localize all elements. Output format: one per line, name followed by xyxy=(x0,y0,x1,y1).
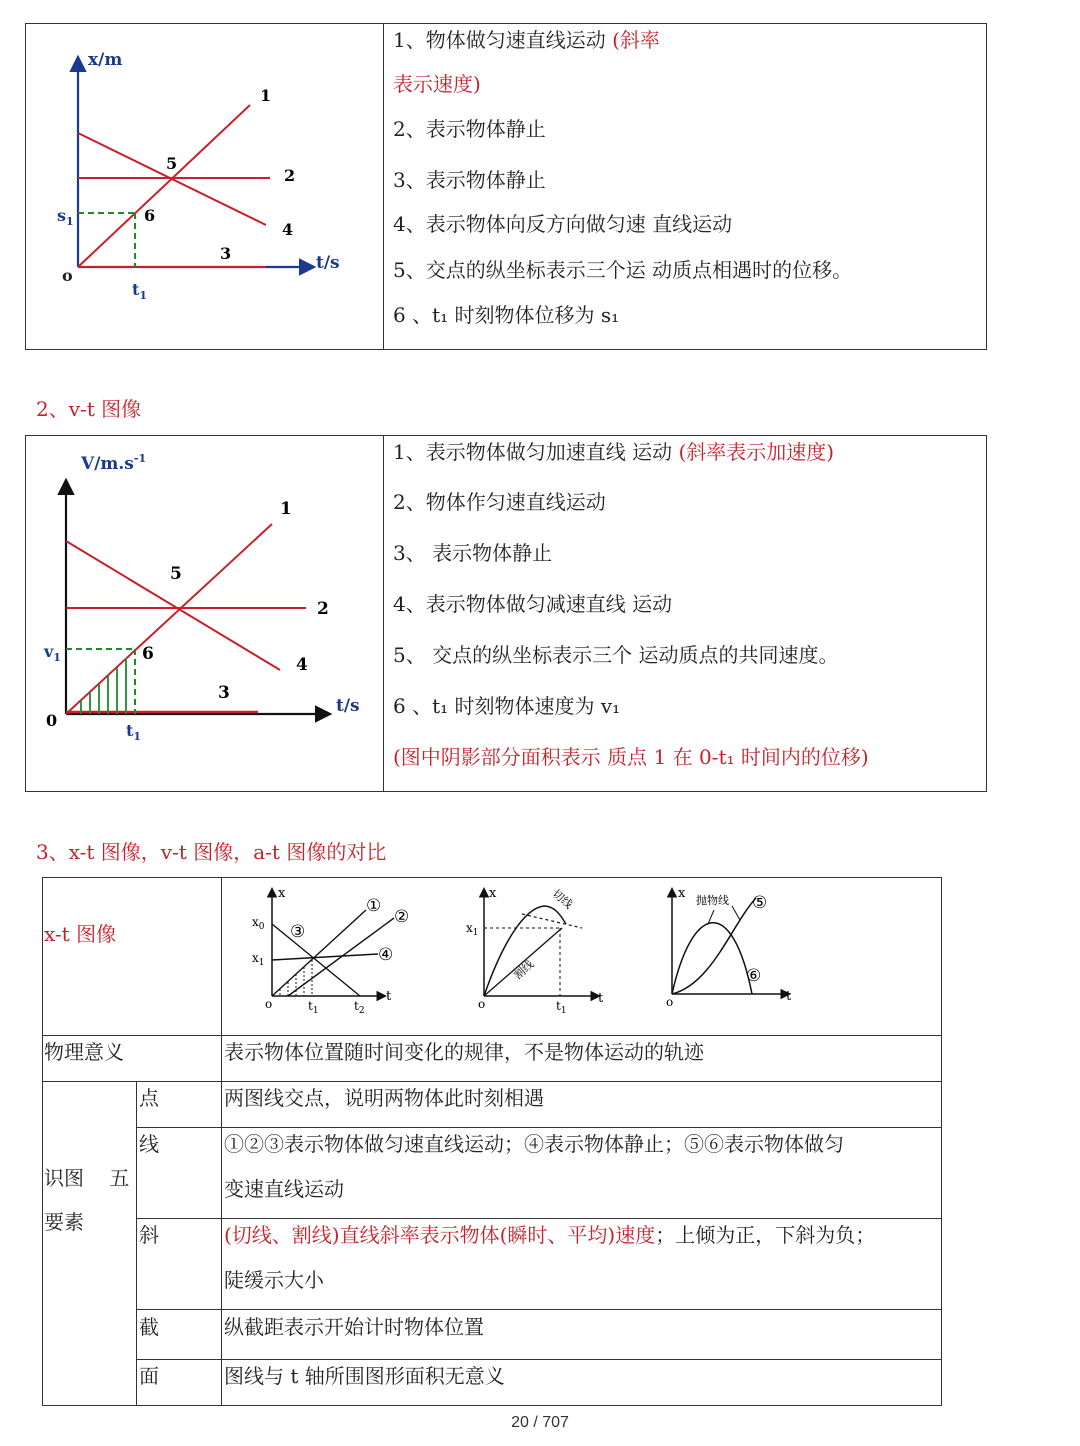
xt-label-3: 3 xyxy=(220,244,232,263)
xt-graph xyxy=(40,45,370,305)
svg-text:抛物线: 抛物线 xyxy=(696,894,729,907)
svg-text:o: o xyxy=(478,997,486,1011)
vt-label-2: 2 xyxy=(317,599,329,619)
xt-label-5: 5 xyxy=(166,154,178,173)
row-text-area: 图线与 t 轴所围图形面积无意义 xyxy=(224,1364,505,1388)
vt-box-divider xyxy=(383,435,384,792)
xt-label-6: 6 xyxy=(144,206,156,225)
fig1-line-3 xyxy=(272,924,360,996)
vt-label-5: 5 xyxy=(170,564,182,584)
row-text-intercept: 纵截距表示开始计时物体位置 xyxy=(224,1315,484,1339)
svg-text:t: t xyxy=(386,989,392,1004)
fig1-line-4 xyxy=(272,954,378,960)
xt-item-4: 4、表示物体向反方向做匀速 直线运动 xyxy=(393,212,733,236)
vt-y-label: $V/m.s^{-1}$ xyxy=(81,452,147,474)
vt-item-7: (图中阴影部分面积表示 质点 1 在 0-t₁ 时间内的位移) xyxy=(393,745,869,769)
svg-text:t1: $t_1$ xyxy=(308,999,319,1016)
vt-item-4: 4、表示物体做匀减速直线 运动 xyxy=(393,592,673,616)
row-text-point: 两图线交点，说明两物体此时刻相遇 xyxy=(224,1086,544,1110)
svg-text:割线: 割线 xyxy=(511,957,537,983)
xt-y-label: x/m xyxy=(88,50,123,70)
vt-item-2: 2、物体作匀速直线运动 xyxy=(393,490,606,514)
vt-label-1: 1 xyxy=(280,499,292,519)
svg-text:x: x xyxy=(278,886,286,901)
svg-text:x0: $x_0$ xyxy=(252,915,265,932)
row-key-line: 线 xyxy=(139,1132,159,1156)
compare-fig-3 xyxy=(652,884,812,1020)
svg-text:t: t xyxy=(786,989,792,1004)
vt-line-1 xyxy=(66,524,272,714)
xt-item-5: 5、交点的纵坐标表示三个运 动质点相遇时的位移。 xyxy=(393,258,853,282)
vt-label-6: 6 xyxy=(142,644,154,664)
xt-item-6: 6 、t₁ 时刻物体位移为 s₁ xyxy=(393,303,620,327)
svg-text:⑥: ⑥ xyxy=(746,966,762,986)
vt-shaded-area xyxy=(81,658,126,714)
page-number: 20 / 707 xyxy=(511,1414,569,1431)
physical-meaning-text: 表示物体位置随时间变化的规律，不是物体运动的轨迹 xyxy=(224,1040,704,1064)
svg-text:③: ③ xyxy=(290,922,306,942)
vt-label-4: 4 xyxy=(296,655,308,675)
xt-s1-label: $s_1$ xyxy=(57,206,74,228)
xt-x-label: t/s xyxy=(316,253,340,273)
svg-text:⑤: ⑤ xyxy=(752,893,768,913)
vt-origin: 0 xyxy=(46,711,58,730)
row-header-xt: x-t 图像 xyxy=(44,922,117,946)
xt-t1-label: $t_1$ xyxy=(132,280,148,302)
xt-line-1 xyxy=(78,105,250,267)
row-key-point: 点 xyxy=(139,1086,159,1110)
row-key-intercept: 截 xyxy=(139,1315,159,1339)
svg-text:切线: 切线 xyxy=(549,887,576,912)
xt-box-divider xyxy=(383,23,384,350)
vt-v1-label: $v_1$ xyxy=(44,642,61,664)
vt-item-3: 3、 表示物体静止 xyxy=(393,541,553,565)
row-text-slope-1: (切线、割线)直线斜率表示物体(瞬时、平均)速度；上倾为正，下斜为负； xyxy=(224,1223,876,1247)
svg-text:t: t xyxy=(598,991,604,1006)
vt-t1-label: $t_1$ xyxy=(126,721,142,743)
compare-fig-2 xyxy=(462,884,622,1020)
fig3-curve-6 xyxy=(672,898,756,994)
section-3-title: 3、x-t 图像，v-t 图像，a-t 图像的对比 xyxy=(36,840,387,864)
svg-text:x1: $x_1$ xyxy=(252,951,265,968)
compare-fig-1 xyxy=(248,884,428,1020)
row-key-area: 面 xyxy=(139,1364,159,1388)
svg-text:t2: $t_2$ xyxy=(354,999,365,1016)
fig2-tangent xyxy=(522,914,582,928)
row-key-slope: 斜 xyxy=(139,1223,159,1247)
five-elements-label-2: 要素 xyxy=(44,1210,84,1234)
vt-graph xyxy=(36,448,376,748)
five-elements-label-1: 识图 五 xyxy=(44,1166,130,1190)
svg-text:x: x xyxy=(678,886,686,901)
xt-item-3: 3、表示物体静止 xyxy=(393,168,546,192)
xt-item-1-cont: 表示速度) xyxy=(393,72,481,96)
svg-text:o: o xyxy=(666,995,674,1009)
xt-label-2: 2 xyxy=(284,166,296,185)
section-2-title: 2、v-t 图像 xyxy=(36,397,142,421)
svg-text:o: o xyxy=(265,997,273,1011)
fig1-line-1 xyxy=(272,910,366,996)
svg-text:x1: $x_1$ xyxy=(466,921,479,938)
row-text-line-2: 变速直线运动 xyxy=(224,1177,344,1201)
svg-text:x: x xyxy=(489,886,497,901)
vt-item-1: 1、表示物体做匀加速直线 运动 (斜率表示加速度) xyxy=(393,440,835,464)
vt-label-3: 3 xyxy=(218,683,230,703)
xt-item-2: 2、表示物体静止 xyxy=(393,117,546,141)
row-text-line-1: ①②③表示物体做匀速直线运动；④表示物体静止；⑤⑥表示物体做匀 xyxy=(224,1132,844,1156)
fig3-curve-5 xyxy=(672,923,752,994)
svg-text:②: ② xyxy=(394,907,410,927)
svg-text:t1: $t_1$ xyxy=(556,999,567,1016)
physical-meaning-label: 物理意义 xyxy=(44,1040,124,1064)
xt-label-1: 1 xyxy=(260,86,272,105)
vt-line-4 xyxy=(66,541,280,670)
fig2-curve xyxy=(484,906,566,996)
xt-item-1: 1、物体做匀速直线运动 (斜率 xyxy=(393,28,660,52)
vt-item-5: 5、 交点的纵坐标表示三个 运动质点的共同速度。 xyxy=(393,643,839,667)
vt-x-label: t/s xyxy=(336,696,360,716)
svg-text:④: ④ xyxy=(378,945,394,965)
svg-text:①: ① xyxy=(366,896,382,916)
xt-origin: o xyxy=(62,266,73,285)
row-text-slope-2: 陡缓示大小 xyxy=(224,1268,324,1292)
vt-item-6: 6 、t₁ 时刻物体速度为 v₁ xyxy=(393,694,621,718)
xt-label-4: 4 xyxy=(282,220,294,239)
